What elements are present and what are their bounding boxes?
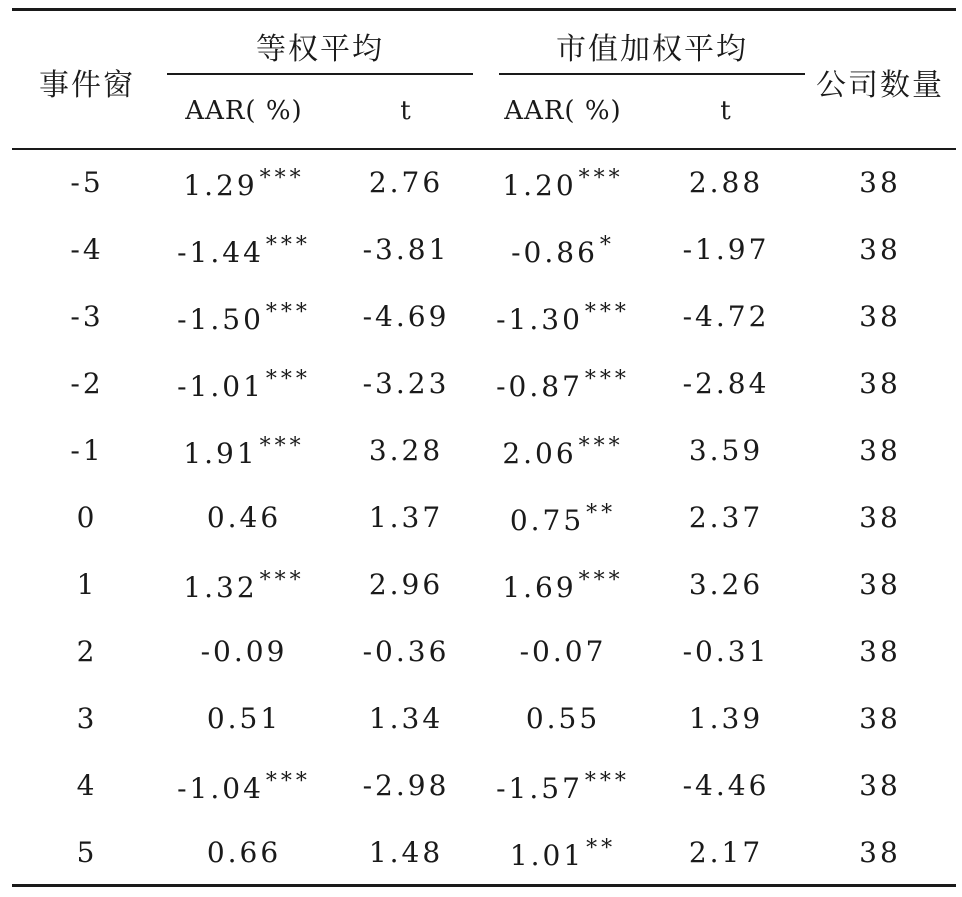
cell-value: -2.84 bbox=[682, 367, 770, 400]
cell-value: 2.88 bbox=[688, 166, 764, 199]
significance-stars: *** bbox=[578, 166, 624, 191]
cell-value: -2 bbox=[70, 367, 104, 400]
bottom-rule bbox=[12, 884, 956, 887]
significance-stars: *** bbox=[578, 434, 624, 459]
cell-value: -0.07 bbox=[519, 635, 607, 668]
cell-value: 5 bbox=[76, 836, 98, 869]
cell-aar-eq bbox=[177, 233, 311, 269]
cell-value: -1.50 bbox=[177, 303, 264, 336]
cell-value: 1.01 bbox=[509, 839, 585, 872]
significance-stars: ** bbox=[586, 836, 617, 861]
significance-stars: *** bbox=[259, 568, 305, 593]
cell-aar-eq bbox=[183, 166, 304, 202]
cell-value: -1.04 bbox=[177, 772, 264, 805]
cell-value: -4.46 bbox=[682, 769, 770, 802]
cell-value: -3 bbox=[70, 300, 104, 333]
cell-value: 38 bbox=[859, 769, 901, 802]
cell-t-eq bbox=[369, 434, 443, 467]
cell-value: 3 bbox=[76, 702, 98, 735]
cell-value: -1.30 bbox=[496, 303, 583, 336]
cell-value: -1 bbox=[70, 434, 104, 467]
significance-stars: *** bbox=[265, 769, 311, 794]
cell-value: 0.51 bbox=[206, 702, 282, 735]
cell-value: 4 bbox=[76, 769, 98, 802]
header-rule bbox=[12, 148, 956, 150]
cell-aar-eq bbox=[207, 501, 281, 534]
cell-t-eq bbox=[363, 300, 450, 333]
significance-stars: *** bbox=[265, 233, 311, 258]
cell-window bbox=[77, 568, 98, 601]
cell-value: 0 bbox=[76, 501, 98, 534]
cell-value: -1.97 bbox=[682, 233, 770, 266]
cell-value: 2.76 bbox=[368, 166, 444, 199]
cell-aar-eq bbox=[207, 702, 281, 735]
cell-n bbox=[859, 568, 901, 601]
cell-value: 0.66 bbox=[206, 836, 282, 869]
cell-value: -1.44 bbox=[177, 236, 264, 269]
cell-value: 38 bbox=[859, 568, 901, 601]
cell-t-eq bbox=[369, 836, 443, 869]
top-rule bbox=[12, 8, 956, 11]
cell-window bbox=[77, 702, 98, 735]
cell-t-vw bbox=[689, 702, 763, 735]
cell-value: 38 bbox=[859, 836, 901, 869]
cell-value: 1 bbox=[76, 568, 98, 601]
cell-window bbox=[70, 434, 103, 467]
cell-value: -3.23 bbox=[362, 367, 450, 400]
cell-window bbox=[70, 367, 103, 400]
cell-n bbox=[859, 702, 901, 735]
cell-t-eq bbox=[369, 501, 443, 534]
cell-aar-vw bbox=[526, 702, 600, 735]
cell-value: 0.75 bbox=[509, 504, 585, 537]
cell-n bbox=[859, 635, 901, 668]
cell-n bbox=[859, 769, 901, 802]
cell-aar-vw bbox=[502, 568, 623, 604]
cell-aar-vw bbox=[496, 769, 630, 805]
cell-n bbox=[859, 836, 901, 869]
cell-value: 2.96 bbox=[368, 568, 444, 601]
cell-value: -4 bbox=[70, 233, 104, 266]
cell-t-vw bbox=[689, 434, 763, 467]
cell-value: 2 bbox=[76, 635, 98, 668]
cell-aar-vw bbox=[502, 166, 623, 202]
cell-aar-eq bbox=[177, 769, 311, 805]
header-aar-equal: AAR( %) bbox=[185, 96, 303, 126]
cell-n bbox=[859, 501, 901, 534]
cell-t-vw bbox=[683, 367, 770, 400]
significance-stars: *** bbox=[259, 166, 305, 191]
header-equal-weight: 等权平均 bbox=[256, 32, 384, 67]
cell-aar-vw bbox=[496, 367, 630, 403]
cell-aar-eq bbox=[183, 434, 304, 470]
cell-window bbox=[77, 769, 98, 802]
cell-value: 38 bbox=[859, 233, 901, 266]
cell-value: 3.59 bbox=[688, 434, 764, 467]
cell-aar-vw bbox=[510, 501, 616, 537]
cell-window bbox=[77, 501, 98, 534]
cell-aar-vw bbox=[511, 233, 615, 269]
cell-value: 38 bbox=[859, 434, 901, 467]
cell-n bbox=[859, 367, 901, 400]
significance-stars: *** bbox=[584, 367, 630, 392]
header-event-window: 事件窗 bbox=[39, 68, 135, 103]
cell-window bbox=[70, 300, 103, 333]
cell-value: -4.69 bbox=[362, 300, 450, 333]
significance-stars: ** bbox=[586, 501, 617, 526]
cell-value: 38 bbox=[859, 501, 901, 534]
cell-value: 2.17 bbox=[688, 836, 764, 869]
cell-value: 1.37 bbox=[368, 501, 444, 534]
cell-t-vw bbox=[683, 769, 770, 802]
cell-t-vw bbox=[683, 233, 770, 266]
header-t-equal: t bbox=[400, 96, 412, 126]
cell-value: 38 bbox=[859, 367, 901, 400]
cell-window bbox=[70, 233, 103, 266]
header-value-weight: 市值加权平均 bbox=[556, 32, 748, 67]
cell-n bbox=[859, 434, 901, 467]
cell-value: 1.32 bbox=[183, 571, 258, 604]
cell-value: 3.26 bbox=[688, 568, 764, 601]
cell-n bbox=[859, 300, 901, 333]
significance-stars: * bbox=[599, 233, 615, 258]
cell-t-vw bbox=[689, 568, 763, 601]
cell-value: -1.01 bbox=[177, 370, 264, 403]
cell-aar-eq bbox=[177, 300, 311, 336]
cell-value: -0.36 bbox=[362, 635, 450, 668]
cell-value: -0.31 bbox=[682, 635, 770, 668]
cell-t-eq bbox=[363, 769, 450, 802]
cell-value: -0.09 bbox=[200, 635, 288, 668]
cell-window bbox=[77, 836, 98, 869]
cell-value: 38 bbox=[859, 635, 901, 668]
cell-t-vw bbox=[689, 166, 763, 199]
cell-t-eq bbox=[363, 233, 450, 266]
significance-stars: *** bbox=[578, 568, 624, 593]
cell-aar-vw bbox=[496, 300, 630, 336]
cell-value: -5 bbox=[70, 166, 104, 199]
equal-weight-underline bbox=[167, 73, 473, 75]
cell-t-vw bbox=[683, 635, 770, 668]
cell-value: 1.91 bbox=[183, 437, 258, 470]
significance-stars: *** bbox=[584, 300, 630, 325]
value-weight-underline bbox=[499, 73, 805, 75]
cell-n bbox=[859, 166, 901, 199]
cell-value: 1.69 bbox=[502, 571, 577, 604]
cell-t-eq bbox=[369, 166, 443, 199]
cell-window bbox=[70, 166, 103, 199]
cell-value: 1.39 bbox=[688, 702, 764, 735]
header-t-value: t bbox=[720, 96, 732, 126]
cell-aar-vw bbox=[520, 635, 607, 668]
cell-t-eq bbox=[363, 635, 450, 668]
cell-value: 1.48 bbox=[368, 836, 444, 869]
cell-aar-vw bbox=[502, 434, 623, 470]
cell-aar-vw bbox=[510, 836, 616, 872]
cell-value: -4.72 bbox=[682, 300, 770, 333]
cell-value: 1.29 bbox=[183, 169, 258, 202]
cell-value: 38 bbox=[859, 702, 901, 735]
cell-value: 1.34 bbox=[368, 702, 444, 735]
cell-value: -1.57 bbox=[496, 772, 583, 805]
cell-value: 2.37 bbox=[688, 501, 764, 534]
cell-value: 1.20 bbox=[502, 169, 577, 202]
significance-stars: *** bbox=[259, 434, 305, 459]
cell-value: 0.55 bbox=[525, 702, 601, 735]
cell-value: -2.98 bbox=[362, 769, 450, 802]
header-firm-count: 公司数量 bbox=[816, 68, 944, 103]
cell-value: 38 bbox=[859, 166, 901, 199]
cell-value: -3.81 bbox=[362, 233, 450, 266]
header-aar-value: AAR( %) bbox=[504, 96, 622, 126]
cell-t-eq bbox=[369, 702, 443, 735]
cell-t-eq bbox=[369, 568, 443, 601]
cell-aar-eq bbox=[201, 635, 288, 668]
significance-stars: *** bbox=[265, 300, 311, 325]
cell-value: -0.87 bbox=[496, 370, 583, 403]
cell-n bbox=[859, 233, 901, 266]
cell-value: 2.06 bbox=[502, 437, 577, 470]
cell-value: 3.28 bbox=[368, 434, 444, 467]
cell-t-eq bbox=[363, 367, 450, 400]
cell-aar-eq bbox=[177, 367, 311, 403]
cell-value: 38 bbox=[859, 300, 901, 333]
cell-aar-eq bbox=[207, 836, 281, 869]
cell-value: 0.46 bbox=[206, 501, 282, 534]
cell-t-vw bbox=[689, 501, 763, 534]
significance-stars: *** bbox=[584, 769, 630, 794]
cell-t-vw bbox=[689, 836, 763, 869]
cell-t-vw bbox=[683, 300, 770, 333]
cell-window bbox=[77, 635, 98, 668]
significance-stars: *** bbox=[265, 367, 311, 392]
cell-value: -0.86 bbox=[511, 236, 598, 269]
cell-aar-eq bbox=[183, 568, 304, 604]
